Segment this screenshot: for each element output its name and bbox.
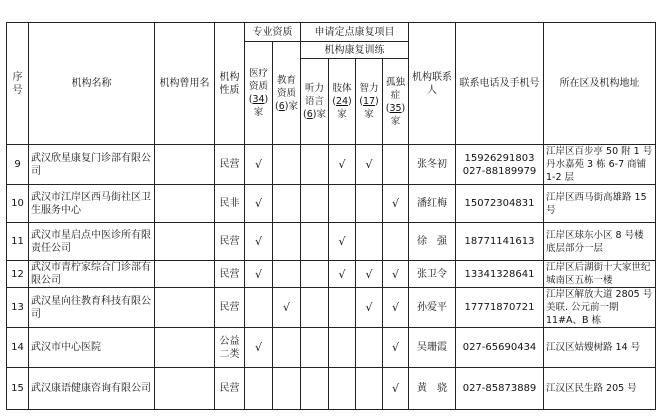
cell-check — [245, 185, 273, 223]
check-mark: √ — [391, 341, 399, 354]
cell-address: 江岸区解放大道 2805 号美联. 公元前一期 11#A、B 栋 — [544, 288, 656, 328]
cell-check — [273, 261, 301, 288]
table-row — [7, 145, 656, 185]
header-phone: 联系电话及手机号 — [456, 23, 544, 145]
cell-check — [383, 288, 409, 328]
cell-check — [356, 368, 383, 410]
cell-check — [245, 288, 273, 328]
cell-nature: 民营 — [215, 261, 245, 288]
phone-primary: 15926291803 — [464, 152, 535, 164]
cell-check — [329, 368, 356, 410]
cell-seq: 15 — [7, 368, 29, 410]
cell-contact: 张冬初 — [409, 145, 456, 185]
cell-check — [356, 145, 383, 185]
check-mark: √ — [338, 158, 346, 171]
cell-name: 武汉市青柠家综合门诊部有限公司 — [29, 261, 155, 288]
cell-check — [301, 368, 329, 410]
cell-address: 江岸区后湖街十大家世纪城南区五栋一楼 — [544, 261, 656, 288]
header-apply-group: 申请定点康复项目 — [301, 23, 409, 42]
header-training-group: 机构康复训练 — [301, 42, 409, 59]
cell-check — [329, 223, 356, 261]
cell-phone — [456, 185, 544, 223]
table-row — [7, 185, 656, 223]
phone-primary: 13341328641 — [464, 268, 535, 280]
check-mark: √ — [391, 197, 399, 210]
cell-contact: 黄 骁 — [409, 368, 456, 410]
cell-name: 武汉康语健康咨询有限公司 — [29, 368, 155, 410]
cell-check — [273, 288, 301, 328]
cell-phone — [456, 261, 544, 288]
cell-check — [383, 185, 409, 223]
check-mark: √ — [338, 235, 346, 248]
cell-address: 江岸区百步亭 50 附 1 号丹水嘉苑 3 栋 6-7 商铺 1-2 层 — [544, 145, 656, 185]
check-mark: √ — [254, 197, 262, 210]
cell-check — [301, 328, 329, 368]
header-address: 所在区及机构地址 — [544, 23, 656, 145]
cell-name: 武汉市中心医院 — [29, 328, 155, 368]
check-mark: √ — [254, 341, 262, 354]
cell-check — [245, 145, 273, 185]
table-row — [7, 288, 656, 328]
cell-contact: 张卫令 — [409, 261, 456, 288]
cell-name: 武汉市星启点中医诊所有限责任公司 — [29, 223, 155, 261]
cell-seq: 11 — [7, 223, 29, 261]
cell-seq: 9 — [7, 145, 29, 185]
cell-former-name — [155, 223, 215, 261]
cell-address: 江岸区西马街高雄路 15 号 — [544, 185, 656, 223]
cell-contact: 徐 强 — [409, 223, 456, 261]
check-mark: √ — [365, 158, 373, 171]
header-qualification-group: 专业资质 — [245, 23, 301, 42]
cell-nature: 民营 — [215, 223, 245, 261]
phone-primary: 18771141613 — [464, 236, 535, 247]
phone-primary: 17771870721 — [464, 302, 535, 313]
cell-former-name — [155, 328, 215, 368]
cell-check — [329, 185, 356, 223]
cell-name: 武汉星向往教育科技有限公司 — [29, 288, 155, 328]
header-nature: 机构性质 — [215, 23, 245, 145]
cell-check — [301, 288, 329, 328]
cell-check — [273, 145, 301, 185]
header-education: 教育资质(6)家 — [273, 42, 301, 145]
check-mark: √ — [365, 267, 373, 281]
cell-check — [383, 261, 409, 288]
cell-phone — [456, 223, 544, 261]
cell-seq: 13 — [7, 288, 29, 328]
cell-nature: 民营 — [215, 368, 245, 410]
cell-check — [301, 261, 329, 288]
cell-check — [383, 368, 409, 410]
cell-address: 江汉区民生路 205 号 — [544, 368, 656, 410]
table-row — [7, 368, 656, 410]
check-mark: √ — [391, 301, 399, 314]
cell-former-name — [155, 368, 215, 410]
check-mark: √ — [254, 267, 262, 281]
cell-former-name — [155, 185, 215, 223]
check-mark: √ — [254, 235, 262, 248]
phone-primary: 027-65690434 — [462, 342, 537, 353]
cell-check — [301, 223, 329, 261]
check-mark: √ — [365, 301, 373, 314]
cell-former-name — [155, 145, 215, 185]
check-mark: √ — [254, 158, 262, 171]
cell-phone — [456, 145, 544, 185]
cell-address: 江岸区球东小区 8 号楼底层部分一层 — [544, 223, 656, 261]
cell-seq: 14 — [7, 328, 29, 368]
check-mark: √ — [391, 382, 399, 395]
cell-check — [356, 288, 383, 328]
cell-nature: 民非 — [215, 185, 245, 223]
cell-check — [273, 328, 301, 368]
cell-seq: 12 — [7, 261, 29, 288]
cell-seq: 10 — [7, 185, 29, 223]
header-hearing: 听力语言(6)家 — [301, 59, 329, 145]
header-autism: 孤独症(35)家 — [383, 59, 409, 145]
rehab-institution-table — [6, 22, 656, 410]
cell-nature: 民营 — [215, 145, 245, 185]
cell-check — [301, 145, 329, 185]
check-mark: √ — [391, 267, 399, 281]
check-mark: √ — [338, 267, 346, 281]
cell-check — [245, 261, 273, 288]
cell-nature: 公益二类 — [215, 328, 245, 368]
header-name: 机构名称 — [29, 23, 155, 145]
cell-check — [245, 328, 273, 368]
phone-primary: 15072304831 — [464, 198, 535, 209]
cell-check — [356, 328, 383, 368]
header-former-name: 机构曾用名 — [155, 23, 215, 145]
cell-check — [383, 223, 409, 261]
cell-phone — [456, 288, 544, 328]
header-seq: 序号 — [7, 23, 29, 145]
cell-check — [273, 223, 301, 261]
cell-check — [356, 223, 383, 261]
cell-contact: 吴珊霞 — [409, 328, 456, 368]
header-contact: 机构联系人 — [409, 23, 456, 145]
cell-name: 武汉市江岸区西马街社区卫生服务中心 — [29, 185, 155, 223]
cell-check — [356, 261, 383, 288]
header-intellect: 智力(17)家 — [356, 59, 383, 145]
cell-check — [245, 368, 273, 410]
cell-contact: 潘红梅 — [409, 185, 456, 223]
cell-phone — [456, 368, 544, 410]
header-limb: 肢体(24)家 — [329, 59, 356, 145]
cell-check — [329, 261, 356, 288]
cell-former-name — [155, 288, 215, 328]
cell-check — [273, 368, 301, 410]
cell-former-name — [155, 261, 215, 288]
cell-check — [383, 328, 409, 368]
table-row — [7, 328, 656, 368]
cell-check — [383, 145, 409, 185]
cell-nature: 民营 — [215, 288, 245, 328]
cell-check — [301, 185, 329, 223]
table-row — [7, 261, 656, 288]
phone-primary: 027-85873889 — [462, 383, 537, 394]
cell-name: 武汉欣星康复门诊部有限公司 — [29, 145, 155, 185]
cell-check — [273, 185, 301, 223]
phone-secondary: 027-88189979 — [462, 165, 537, 177]
cell-check — [329, 145, 356, 185]
cell-check — [356, 185, 383, 223]
cell-check — [245, 223, 273, 261]
check-mark: √ — [282, 301, 290, 314]
cell-check — [329, 328, 356, 368]
table-row — [7, 223, 656, 261]
header-medical: 医疗资质(34)家 — [245, 42, 273, 145]
cell-check — [329, 288, 356, 328]
cell-address: 江汉区姑嫂树路 14 号 — [544, 328, 656, 368]
cell-contact: 孙爱平 — [409, 288, 456, 328]
cell-phone — [456, 328, 544, 368]
